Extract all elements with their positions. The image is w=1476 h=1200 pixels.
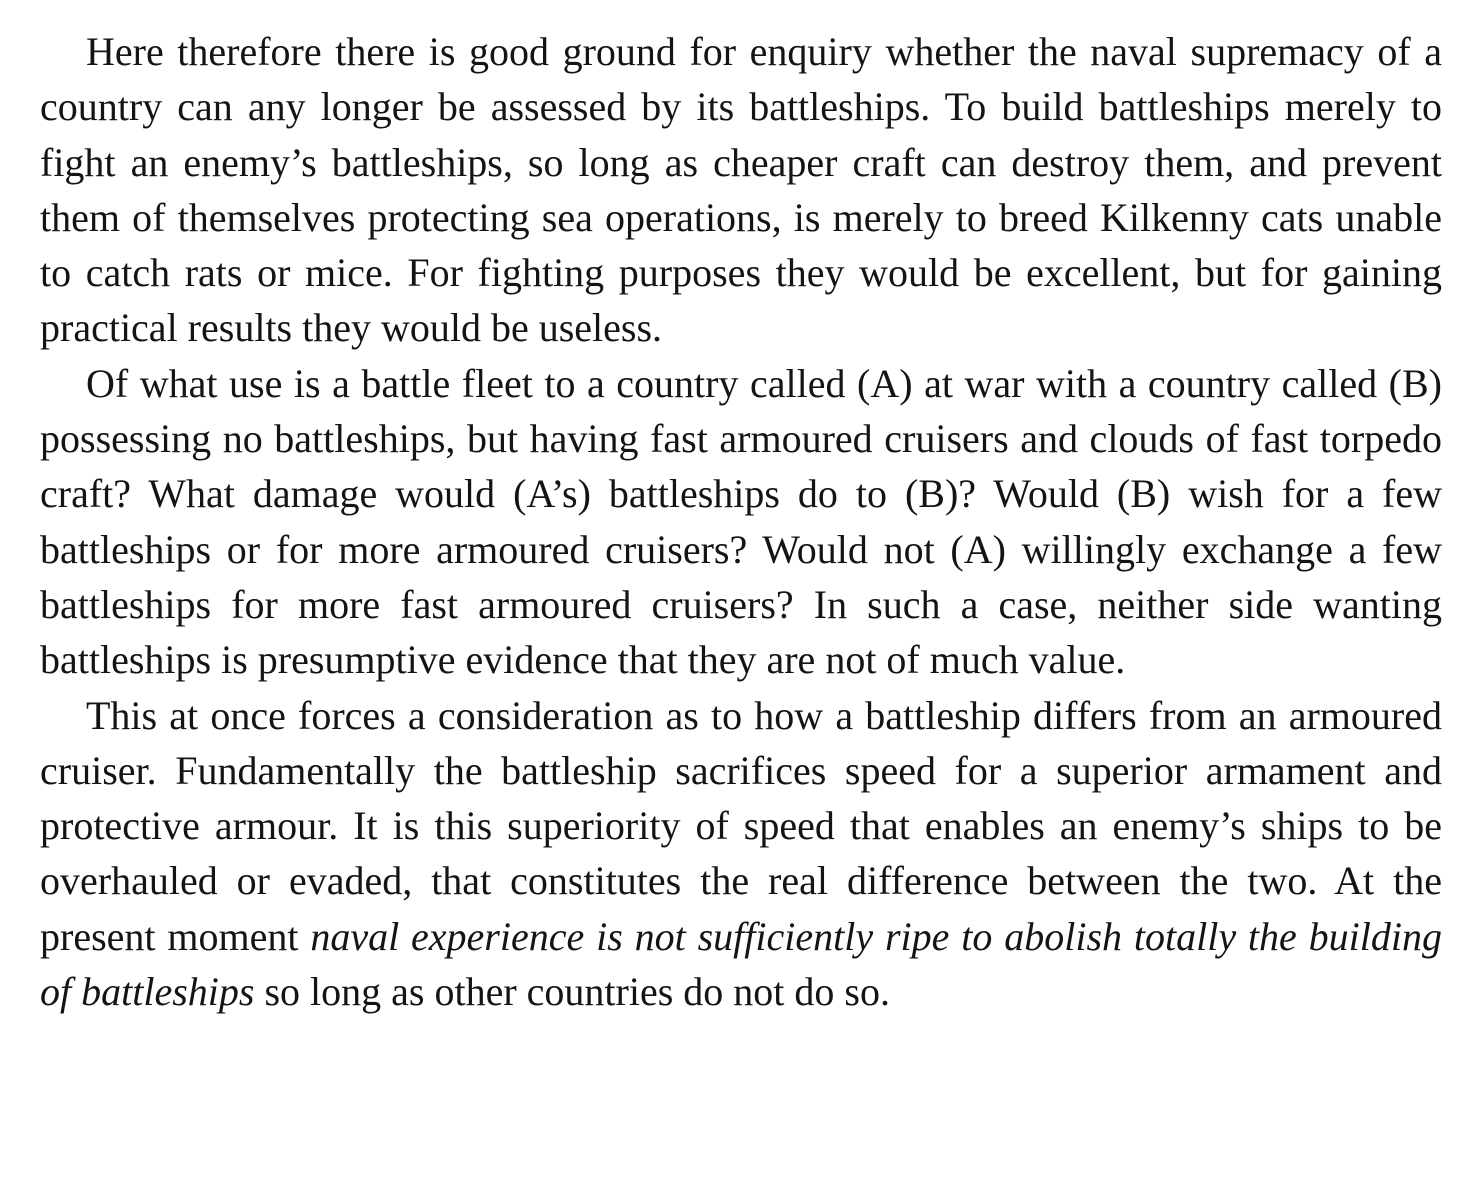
paragraph-text-before-emphasis: This at once forces a consideration as to how a battleship differs from an armoured cruiser. Fundamentally the battleship sacrifices speed for a superior armament and protective armour. It is this superiority of speed that enables an enemy’s ships to be overhauled or evaded, that constitutes the real difference between the two. At the present moment [40,692,1442,959]
paragraph-battle-fleet-question: Of what use is a battle fleet to a country called (A) at war with a country called (B) possessing no battleships, but having fast armoured cruisers and clouds of fast torpedo craft? What damage would (A’s) battleships do to (B)? Would (B) wish for a few battleships or for more armoured cruisers? Would not (A) willingly exchange a few battleships for more fast armoured cruisers? In such a case, neither side wanting battleships is presumptive evidence that they are not of much value. [40,360,1442,683]
paragraph-text-after-emphasis: so long as other countries do not do so. [254,969,890,1015]
paragraph-naval-supremacy: Here therefore there is good ground for enquiry whether the naval supremacy of a country can any longer be assessed by its battleships. To build battleships merely to fight an enemy’s battleships, so long as cheaper craft can destroy them, and prevent them of themselves protecting sea operations, is merely to breed Kilkenny cats unable to catch rats or mice. For fighting purposes they would be excellent, but for gaining practical results they would be useless. [40,29,1442,351]
emphasized-text: naval experience is not sufficiently ripe to abolish totally the building of battleships [40,913,1442,1015]
paragraph-battleship-vs-cruiser [40,688,1442,1020]
document-page [40,24,1442,1019]
